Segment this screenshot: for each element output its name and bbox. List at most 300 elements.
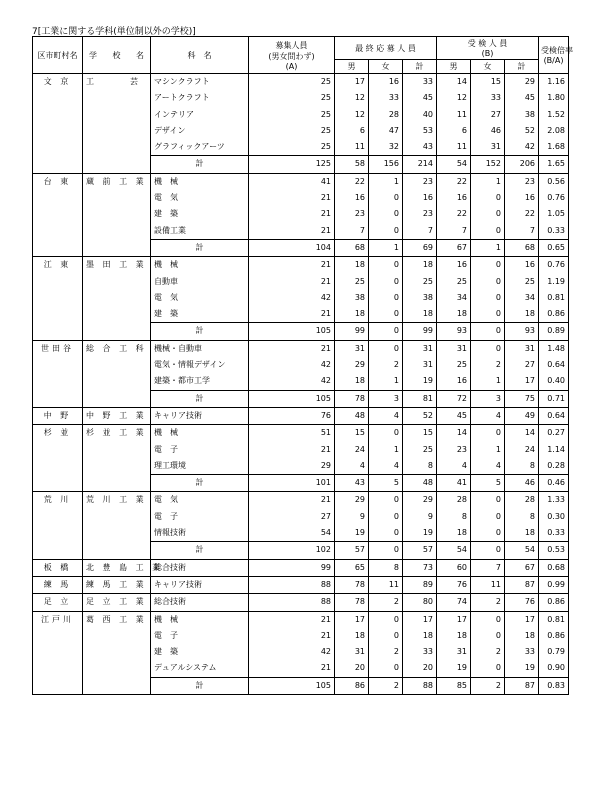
school-cell (83, 306, 151, 323)
school-cell (83, 139, 151, 156)
value-af: 0 (369, 611, 403, 628)
school-cell (83, 274, 151, 290)
school-cell (83, 123, 151, 139)
value-af: 0 (369, 542, 403, 559)
department-cell: 電 子 (151, 628, 249, 644)
value-em: 22 (437, 206, 471, 222)
header-examinees-label: 受 検 人 員 (467, 39, 508, 48)
value-af: 8 (369, 559, 403, 576)
value-ratio: 0.28 (539, 458, 569, 475)
municipality-cell (33, 290, 83, 306)
table-row (33, 576, 569, 593)
value-af: 4 (369, 458, 403, 475)
value-recruit: 25 (249, 123, 335, 139)
subtotal-row (33, 239, 569, 256)
table-row (33, 644, 569, 660)
municipality-cell (33, 274, 83, 290)
value-em: 17 (437, 611, 471, 628)
school-cell: 総 合 工 科 (83, 340, 151, 357)
value-ratio: 0.79 (539, 644, 569, 660)
subtotal-row (33, 323, 569, 340)
value-am: 19 (335, 525, 369, 542)
value-af: 1 (369, 442, 403, 458)
value-em: 93 (437, 323, 471, 340)
value-am: 16 (335, 190, 369, 206)
table-row (33, 559, 569, 576)
value-af: 2 (369, 677, 403, 694)
value-am: 17 (335, 74, 369, 91)
value-ratio: 0.89 (539, 323, 569, 340)
department-cell: 自動車 (151, 274, 249, 290)
value-am: 11 (335, 139, 369, 156)
value-at: 18 (403, 628, 437, 644)
value-at: 31 (403, 340, 437, 357)
value-recruit: 105 (249, 390, 335, 407)
value-af: 1 (369, 239, 403, 256)
value-am: 31 (335, 340, 369, 357)
department-cell: 電 子 (151, 509, 249, 525)
value-ratio: 0.71 (539, 390, 569, 407)
value-af: 0 (369, 628, 403, 644)
municipality-cell: 江戸川 (33, 611, 83, 628)
value-am: 18 (335, 628, 369, 644)
municipality-cell (33, 475, 83, 492)
value-et: 67 (505, 559, 539, 576)
department-cell: 機 械 (151, 425, 249, 442)
value-at: 20 (403, 660, 437, 677)
department-cell: アートクラフト (151, 90, 249, 106)
school-cell: 墨 田 工 業 (83, 257, 151, 274)
municipality-cell (33, 357, 83, 373)
value-ratio: 0.81 (539, 290, 569, 306)
school-cell (83, 107, 151, 123)
value-ratio: 1.16 (539, 74, 569, 91)
department-cell: インテリア (151, 107, 249, 123)
department-cell: 建 築 (151, 306, 249, 323)
school-cell (83, 475, 151, 492)
value-et: 24 (505, 442, 539, 458)
value-ratio: 0.56 (539, 173, 569, 190)
header-school-char-3: 名 (136, 50, 144, 60)
value-recruit: 125 (249, 156, 335, 173)
school-cell (83, 644, 151, 660)
value-af: 2 (369, 594, 403, 611)
value-em: 8 (437, 509, 471, 525)
value-am: 20 (335, 660, 369, 677)
table-row (33, 594, 569, 611)
municipality-cell (33, 542, 83, 559)
value-at: 29 (403, 492, 437, 509)
department-cell: 機 械 (151, 257, 249, 274)
school-cell (83, 442, 151, 458)
value-af: 0 (369, 323, 403, 340)
value-em: 16 (437, 373, 471, 390)
value-af: 16 (369, 74, 403, 91)
value-am: 78 (335, 576, 369, 593)
school-cell (83, 677, 151, 694)
value-ratio: 0.65 (539, 239, 569, 256)
value-ef: 0 (471, 492, 505, 509)
municipality-cell: 荒 川 (33, 492, 83, 509)
school-cell (83, 525, 151, 542)
value-et: 46 (505, 475, 539, 492)
value-af: 28 (369, 107, 403, 123)
value-af: 0 (369, 206, 403, 222)
table-row (33, 107, 569, 123)
department-cell: 機 械 (151, 173, 249, 190)
value-et: 16 (505, 190, 539, 206)
value-et: 18 (505, 525, 539, 542)
value-em: 23 (437, 442, 471, 458)
department-cell: 理工環境 (151, 458, 249, 475)
school-cell (83, 206, 151, 222)
header-ratio-label: 受検倍率 (541, 46, 574, 55)
value-ratio: 1.05 (539, 206, 569, 222)
table-row (33, 425, 569, 442)
municipality-cell (33, 509, 83, 525)
table-row (33, 274, 569, 290)
department-cell: 建築・都市工学 (151, 373, 249, 390)
municipality-cell (33, 677, 83, 694)
value-recruit: 25 (249, 74, 335, 91)
value-recruit: 105 (249, 677, 335, 694)
value-ratio: 0.68 (539, 559, 569, 576)
value-at: 7 (403, 223, 437, 240)
table-row (33, 173, 569, 190)
municipality-cell (33, 373, 83, 390)
municipality-cell: 練 馬 (33, 576, 83, 593)
value-ratio: 0.83 (539, 677, 569, 694)
value-recruit: 105 (249, 323, 335, 340)
value-at: 18 (403, 257, 437, 274)
value-em: 12 (437, 90, 471, 106)
municipality-cell (33, 660, 83, 677)
value-em: 4 (437, 458, 471, 475)
municipality-cell: 江 東 (33, 257, 83, 274)
school-cell: 足 立 工 業 (83, 594, 151, 611)
value-ef: 2 (471, 677, 505, 694)
value-at: 99 (403, 323, 437, 340)
value-af: 0 (369, 525, 403, 542)
value-recruit: 21 (249, 274, 335, 290)
value-ef: 1 (471, 373, 505, 390)
value-et: 76 (505, 594, 539, 611)
value-at: 214 (403, 156, 437, 173)
value-recruit: 88 (249, 576, 335, 593)
value-af: 0 (369, 306, 403, 323)
value-ratio: 1.14 (539, 442, 569, 458)
value-ef: 0 (471, 306, 505, 323)
table-row (33, 206, 569, 222)
header-ratio-formula: (B/A) (543, 56, 564, 65)
value-em: 18 (437, 525, 471, 542)
value-ef: 0 (471, 206, 505, 222)
table-row (33, 290, 569, 306)
table-row (33, 660, 569, 677)
table-row (33, 442, 569, 458)
municipality-cell (33, 90, 83, 106)
header-recruit-line2: (男女問わず) (268, 51, 315, 61)
value-et: 34 (505, 290, 539, 306)
value-em: 31 (437, 644, 471, 660)
value-recruit: 42 (249, 373, 335, 390)
value-ratio: 0.76 (539, 257, 569, 274)
value-ef: 1 (471, 239, 505, 256)
value-at: 25 (403, 442, 437, 458)
value-recruit: 29 (249, 458, 335, 475)
value-am: 48 (335, 407, 369, 424)
department-cell: 電 気 (151, 190, 249, 206)
table-row (33, 190, 569, 206)
value-ratio: 1.19 (539, 274, 569, 290)
header-recruit (249, 37, 335, 74)
value-recruit: 42 (249, 644, 335, 660)
value-et: 38 (505, 107, 539, 123)
municipality-cell (33, 525, 83, 542)
school-cell: 蔵 前 工 業 (83, 173, 151, 190)
value-ef: 33 (471, 90, 505, 106)
value-em: 54 (437, 542, 471, 559)
value-ef: 1 (471, 173, 505, 190)
school-cell (83, 373, 151, 390)
value-ratio: 0.76 (539, 190, 569, 206)
value-em: 14 (437, 74, 471, 91)
municipality-cell: 台 東 (33, 173, 83, 190)
value-af: 11 (369, 576, 403, 593)
header-recruit-line1: 募集人員 (275, 40, 308, 50)
table-row (33, 340, 569, 357)
header-examinees-male: 男 (437, 60, 471, 74)
department-cell: 総合技術 (151, 559, 249, 576)
value-recruit: 21 (249, 340, 335, 357)
subtotal-label: 計 (151, 542, 249, 559)
school-cell: 荒 川 工 業 (83, 492, 151, 509)
value-em: 14 (437, 425, 471, 442)
value-ef: 27 (471, 107, 505, 123)
value-ef: 0 (471, 425, 505, 442)
municipality-cell (33, 458, 83, 475)
value-ef: 0 (471, 290, 505, 306)
municipality-cell (33, 190, 83, 206)
value-et: 18 (505, 306, 539, 323)
value-ratio: 0.46 (539, 475, 569, 492)
value-ef: 0 (471, 274, 505, 290)
value-at: 69 (403, 239, 437, 256)
value-ef: 0 (471, 190, 505, 206)
value-et: 14 (505, 425, 539, 442)
subtotal-row (33, 677, 569, 694)
value-at: 45 (403, 90, 437, 106)
value-ef: 0 (471, 509, 505, 525)
department-cell: 建 築 (151, 206, 249, 222)
value-ratio: 0.81 (539, 611, 569, 628)
value-ef: 3 (471, 390, 505, 407)
value-recruit: 99 (249, 559, 335, 576)
value-ratio: 0.33 (539, 525, 569, 542)
value-em: 34 (437, 290, 471, 306)
value-am: 31 (335, 644, 369, 660)
value-am: 7 (335, 223, 369, 240)
department-cell: デザイン (151, 123, 249, 139)
school-cell: 杉 並 工 業 (83, 425, 151, 442)
subtotal-label: 計 (151, 475, 249, 492)
value-am: 29 (335, 492, 369, 509)
value-recruit: 104 (249, 239, 335, 256)
value-at: 40 (403, 107, 437, 123)
value-am: 12 (335, 90, 369, 106)
value-em: 18 (437, 628, 471, 644)
municipality-cell: 中 野 (33, 407, 83, 424)
value-em: 31 (437, 340, 471, 357)
value-ratio: 0.53 (539, 542, 569, 559)
value-ef: 0 (471, 257, 505, 274)
value-am: 65 (335, 559, 369, 576)
value-recruit: 21 (249, 190, 335, 206)
value-et: 68 (505, 239, 539, 256)
value-at: 33 (403, 644, 437, 660)
header-applicants-total: 計 (403, 60, 437, 74)
value-ratio: 1.80 (539, 90, 569, 106)
value-em: 7 (437, 223, 471, 240)
value-af: 0 (369, 190, 403, 206)
value-am: 18 (335, 257, 369, 274)
school-cell: 工 芸 (83, 74, 151, 91)
value-recruit: 21 (249, 442, 335, 458)
school-cell (83, 458, 151, 475)
value-af: 0 (369, 223, 403, 240)
value-am: 24 (335, 442, 369, 458)
value-at: 81 (403, 390, 437, 407)
value-ratio: 0.86 (539, 594, 569, 611)
table-row (33, 306, 569, 323)
table-row (33, 458, 569, 475)
value-at: 8 (403, 458, 437, 475)
value-recruit: 76 (249, 407, 335, 424)
municipality-cell: 杉 並 (33, 425, 83, 442)
subtotal-label: 計 (151, 323, 249, 340)
value-af: 47 (369, 123, 403, 139)
value-at: 73 (403, 559, 437, 576)
department-cell: キャリア技術 (151, 407, 249, 424)
municipality-cell: 足 立 (33, 594, 83, 611)
value-af: 0 (369, 425, 403, 442)
department-cell: グラフィックアーツ (151, 139, 249, 156)
value-am: 18 (335, 306, 369, 323)
value-et: 49 (505, 407, 539, 424)
value-ratio: 0.99 (539, 576, 569, 593)
value-at: 16 (403, 190, 437, 206)
school-cell (83, 323, 151, 340)
value-am: 29 (335, 357, 369, 373)
subtotal-row (33, 542, 569, 559)
value-recruit: 21 (249, 257, 335, 274)
value-et: 23 (505, 173, 539, 190)
value-af: 0 (369, 274, 403, 290)
value-recruit: 101 (249, 475, 335, 492)
value-em: 60 (437, 559, 471, 576)
value-ratio: 0.33 (539, 223, 569, 240)
table-body (33, 74, 569, 695)
header-school-char-2: 校 (112, 50, 121, 60)
table-row (33, 139, 569, 156)
value-af: 0 (369, 660, 403, 677)
value-recruit: 21 (249, 223, 335, 240)
value-af: 3 (369, 390, 403, 407)
school-cell (83, 628, 151, 644)
municipality-cell (33, 206, 83, 222)
value-em: 28 (437, 492, 471, 509)
admissions-table (32, 36, 574, 695)
department-cell: 電 気 (151, 492, 249, 509)
value-em: 45 (437, 407, 471, 424)
value-at: 38 (403, 290, 437, 306)
value-em: 25 (437, 274, 471, 290)
value-af: 0 (369, 509, 403, 525)
value-recruit: 21 (249, 306, 335, 323)
value-em: 11 (437, 107, 471, 123)
header-school-char-1: 学 (89, 50, 97, 60)
municipality-cell (33, 123, 83, 139)
school-cell: 練 馬 工 業 (83, 576, 151, 593)
value-et: 42 (505, 139, 539, 156)
value-at: 19 (403, 525, 437, 542)
value-am: 38 (335, 290, 369, 306)
value-et: 54 (505, 542, 539, 559)
department-cell: 電 気 (151, 290, 249, 306)
value-at: 89 (403, 576, 437, 593)
value-at: 31 (403, 357, 437, 373)
value-ef: 0 (471, 542, 505, 559)
value-at: 52 (403, 407, 437, 424)
value-af: 0 (369, 290, 403, 306)
subtotal-label: 計 (151, 239, 249, 256)
subtotal-label: 計 (151, 390, 249, 407)
table-row (33, 74, 569, 91)
value-at: 48 (403, 475, 437, 492)
value-am: 22 (335, 173, 369, 190)
value-af: 156 (369, 156, 403, 173)
value-at: 18 (403, 306, 437, 323)
value-at: 25 (403, 274, 437, 290)
value-ef: 0 (471, 525, 505, 542)
value-ef: 4 (471, 407, 505, 424)
value-ratio: 0.86 (539, 628, 569, 644)
value-am: 15 (335, 425, 369, 442)
value-recruit: 51 (249, 425, 335, 442)
value-am: 78 (335, 594, 369, 611)
value-at: 19 (403, 373, 437, 390)
municipality-cell (33, 156, 83, 173)
department-cell: 機 械 (151, 611, 249, 628)
value-et: 19 (505, 660, 539, 677)
table-row (33, 90, 569, 106)
value-et: 8 (505, 509, 539, 525)
value-ef: 0 (471, 628, 505, 644)
value-et: 25 (505, 274, 539, 290)
value-ef: 1 (471, 442, 505, 458)
school-cell (83, 239, 151, 256)
value-at: 17 (403, 611, 437, 628)
municipality-cell (33, 306, 83, 323)
municipality-cell (33, 390, 83, 407)
school-cell (83, 660, 151, 677)
value-et: 45 (505, 90, 539, 106)
header-ratio (539, 37, 574, 74)
school-cell: 葛 西 工 業 (83, 611, 151, 628)
value-recruit: 21 (249, 660, 335, 677)
municipality-cell: 文 京 (33, 74, 83, 91)
department-cell: 設備工業 (151, 223, 249, 240)
